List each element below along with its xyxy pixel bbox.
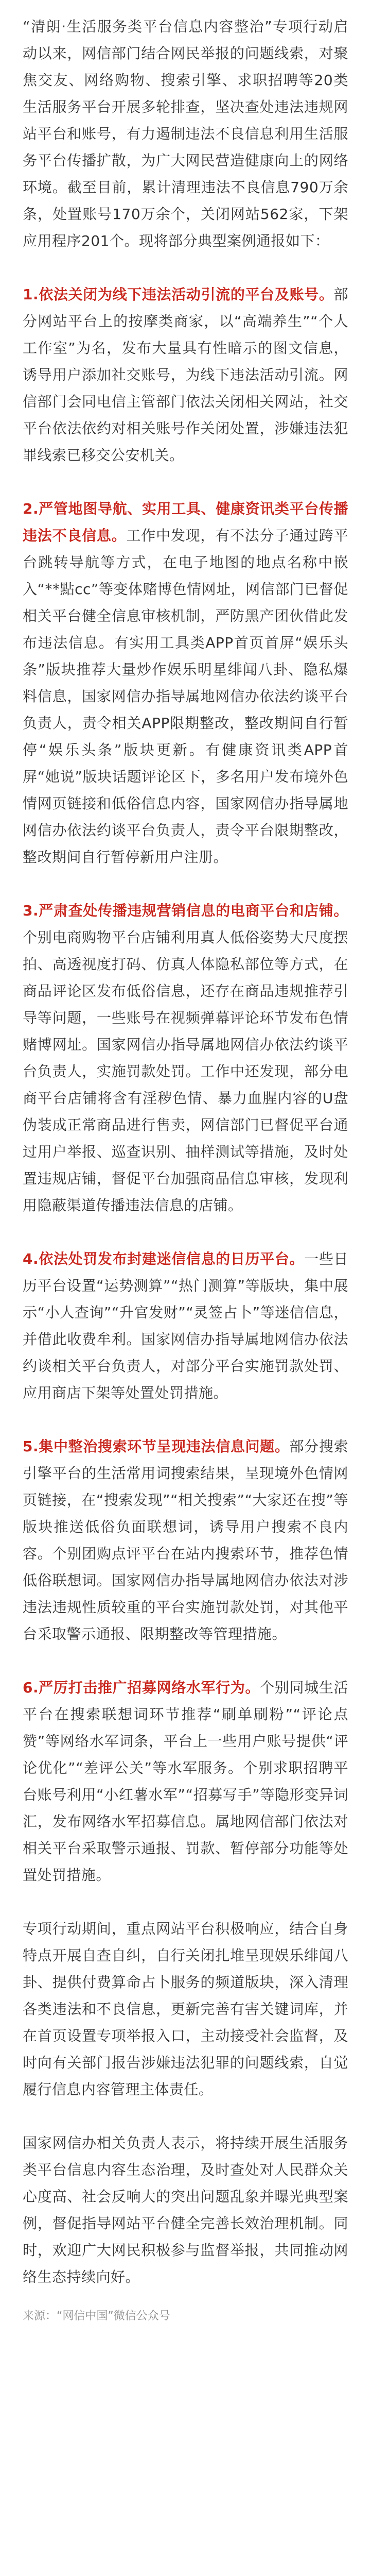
case-body: 个别同城生活平台在搜索联想词环节推荐“刷单刷粉”“评论点赞”等网络水军词条，平台上一些用户账号提供“评论优化”“差评公关”等水军服务。个别求职招聘平台账号利用“小红薯水军”“招募写手”等隐形变异词汇，发布网络水军招募信息。属地网信部门依法对相关平台采取警示通报、罚款、暂停部分功能等处置处罚措施。 (23, 1679, 348, 1884)
case-6 (23, 1674, 348, 1889)
paragraph-gap (23, 1648, 348, 1674)
case-paragraph (23, 496, 348, 871)
source-credit: 来源：“网信中国”微信公众号 (23, 2310, 170, 2323)
period-summary-paragraph: 专项行动期间，重点网站平台积极响应，结合自身特点开展自查自纠，自行关闭扎堆呈现娱乐绯闻八卦、提供付费算命占卜服务的频道版块，深入清理各类违法和不良信息，更新完善有害关键词库，并在首页设置专项举报入口，主动接受社会监督，及时向有关部门报告涉嫌违法犯罪的问题线索，自觉履行信息内容管理主体责任。 (23, 1920, 348, 2098)
case-paragraph (23, 897, 348, 1219)
case-heading: 2.严管地图导航、实用工具、健康资讯类平台传播违法不良信息。 (23, 500, 348, 544)
case-2 (23, 496, 348, 871)
case-heading: 6.严厉打击推广招募网络水军行为。 (23, 1679, 260, 1696)
case-body: 部分网站平台上的按摩类商家，以“高端养生”“个人工作室”为名，发布大量具有性暗示的图文信息，诱导用户添加社交账号，为线下违法活动引流。网信部门会同电信主管部门依法关闭相关网站，社交平台依法依约对相关账号作关闭处置，涉嫌违法犯罪线索已移交公安机关。 (23, 286, 348, 464)
case-body: 部分搜索引擎平台的生活常用词搜索结果，呈现境外色情网页链接，在“搜索发现”“相关搜索”“大家还在搜”等版块推送低俗负面联想词，诱导用户搜索不良内容。个别团购点评平台在站内搜索环节，推荐色情低俗联想词。国家网信办指导属地网信办依法对涉违法违规性质较重的平台实施罚款处罚，对其他平台采取警示通报、限期整改等管理措施。 (23, 1438, 348, 1642)
case-paragraph (23, 1674, 348, 1889)
paragraph-gap (23, 255, 348, 281)
intro-paragraph: “清朗·生活服务类平台信息内容整治”专项行动启动以来，网信部门结合网民举报的问题线索，对聚焦交友、网络购物、搜索引擎、求职招聘等20类生活服务平台开展多轮排查，坚决查处违法违规网站平台和账号，有力遏制违法不良信息利用生活服务平台传播扩散，为广大网民营造健康向上的网络环境。截至目前，累计清理违法不良信息790万余条，处置账号170万余个，关闭网站562家，下架应用程序201个。现将部分典型案例通报如下： (23, 18, 348, 249)
closing-paragraph: 国家网信办相关负责人表示，将持续开展生活服务类平台信息内容生态治理，及时查处对人民群众关心度高、社会反响大的突出问题乱象并曝光典型案例，督促指导网站平台健全完善长效治理机制。同时，欢迎广大网民积极参与监督举报，共同推动网络生态持续向好。 (23, 2134, 348, 2285)
case-heading: 4.依法处罚发布封建迷信信息的日历平台。 (23, 1250, 305, 1267)
case-3 (23, 897, 348, 1219)
case-5 (23, 1433, 348, 1648)
case-heading: 1.依法关闭为线下违法活动引流的平台及账号。 (23, 286, 334, 303)
case-body: 工作中发现，有不法分子通过跨平台跳转导航等方式，在电子地图的地点名称中嵌入“**點cc”等变体赌博色情网址，网信部门已督促相关平台健全信息审核机制，严防黑产团伙借此发布违法信息。有实用工具类APP首页首屏“娱乐头条”版块推荐大量炒作娱乐明星绯闻八卦、隐私爆料信息，国家网信办指导属地网信办依法约谈平台负责人，责令相关APP限期整改，整改期间自行暂停“娱乐头条”版块更新。有健康资讯类APP首屏“她说”版块话题评论区下，多名用户发布境外色情网页链接和低俗信息内容，国家网信办指导属地网信办依法约谈平台负责人，责令平台限期整改，整改期间自行暂停新用户注册。 (23, 527, 348, 866)
case-body: 个别电商购物平台店铺利用真人低俗姿势大尺度摆拍、高透视度打码、仿真人体隐私部位等方式，在商品评论区发布低俗信息，还存在商品违规推荐引导等问题，一些账号在视频弹幕评论环节发布色情赌博网址。国家网信办指导属地网信办依法约谈平台负责人，实施罚款处罚。工作中还发现，部分电商平台店铺将含有淫秽色情、暴力血腥内容的U盘伪装成正常商品进行售卖，网信部门已督促平台通过用户举报、巡查识别、抽样测试等措施，及时处置违规店铺，督促平台加强商品信息审核，发现利用隐蔽渠道传播违法信息的店铺。 (23, 929, 348, 1214)
case-heading: 3.严肃查处传播违规营销信息的电商平台和店铺。 (23, 902, 348, 919)
case-heading: 5.集中整治搜索环节呈现违法信息问题。 (23, 1438, 290, 1455)
paragraph-gap (23, 1406, 348, 1433)
case-body: 一些日历平台设置“运势测算”“热门测算”等版块，集中展示“小人查询”“升官发财”“灵签占卜”等迷信信息，并借此收费牟利。国家网信办指导属地网信办依法约谈相关平台负责人，对部分平台实施罚款处罚、应用商店下架等处置处罚措施。 (23, 1250, 348, 1401)
case-4 (23, 1246, 348, 1406)
paragraph-gap (23, 2103, 348, 2130)
paragraph-gap (23, 1889, 348, 1916)
paragraph-gap (23, 469, 348, 496)
case-paragraph (23, 1433, 348, 1648)
paragraph-gap (23, 871, 348, 897)
case-paragraph (23, 1246, 348, 1406)
case-paragraph (23, 281, 348, 469)
paragraph-gap (23, 1219, 348, 1246)
case-1 (23, 281, 348, 469)
